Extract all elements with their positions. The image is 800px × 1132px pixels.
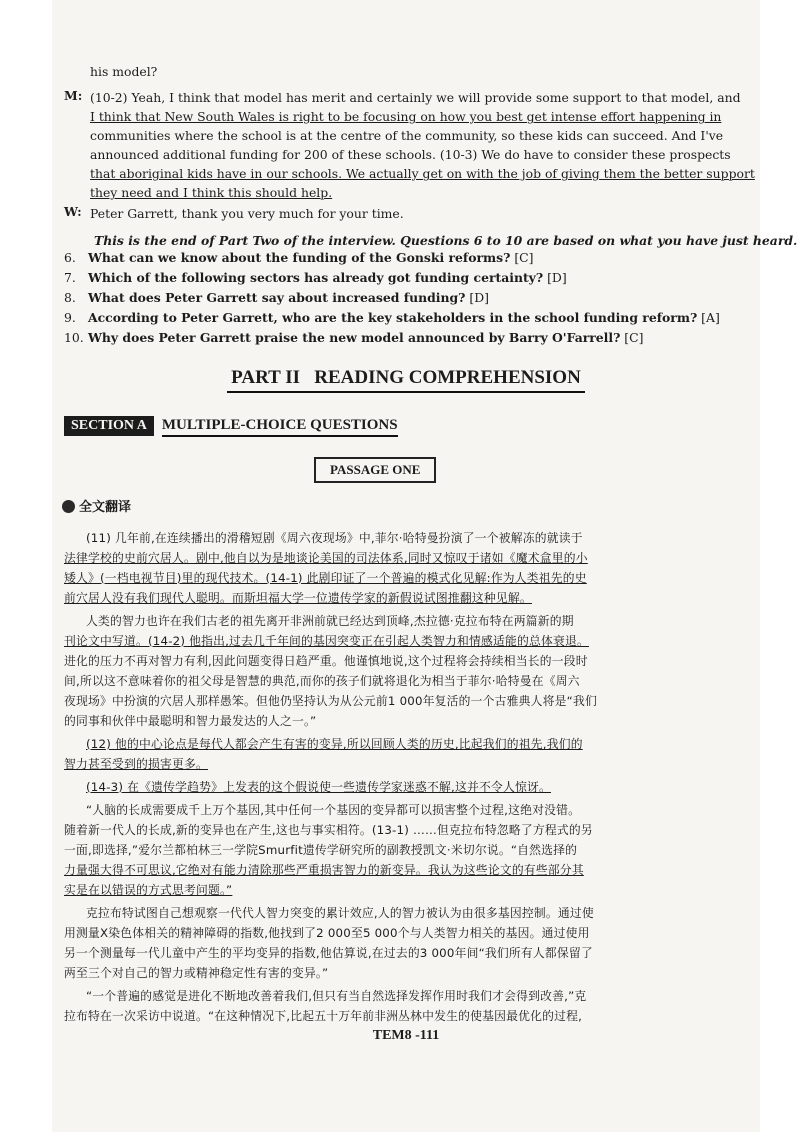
translation-line: 随着新一代人的长成,新的变异也在产生,这也与事实相符。(13-1) ……但克拉布特忽略了方程式的另	[64, 823, 593, 837]
translation-line: 力量强大得不可思议,它绝对有能力清除那些严重损害智力的新变异。我认为这些论文的有些部分其	[64, 863, 584, 877]
end-of-part-note: This is the end of Part Two of the interview. Questions 6 to 10 are based on what you have just heard.	[94, 233, 798, 248]
section-title: MULTIPLE-CHOICE QUESTIONS	[162, 417, 398, 437]
question-7	[64, 270, 567, 286]
question-text: According to Peter Garrett, who are the key stakeholders in the school funding reform?	[88, 310, 698, 325]
question-text: What can we know about the funding of the Gonski reforms?	[88, 250, 511, 265]
part-title: PART II READING COMPREHENSION	[52, 367, 760, 389]
question-answer: [C]	[624, 330, 644, 345]
passage-label: PASSAGE ONE	[314, 457, 436, 483]
translation-line: 夜现场》中扮演的穴居人那样愚笨。但他仍坚持认为从公元前1 000年复活的一个古雅典人将是“我们	[64, 694, 597, 708]
interview-m-line: that aboriginal kids have in our schools. We actually get on with the job of giving them the better support	[90, 166, 755, 181]
translation-line: 另一个测量每一代儿童中产生的平均变异的指数,他估算说,在过去的3 000年间“我们所有人都保留了	[64, 946, 593, 960]
translation-line: 矮人》(一档电视节目)里的现代技术。(14-1) 此剧印证了一个普遍的模式化见解:作为人类祖先的史	[64, 571, 587, 585]
question-answer: [D]	[547, 270, 567, 285]
translation-line: 间,所以这不意味着你的祖父母是智慧的典范,而你的孩子们就将退化为相当于菲尔·哈特曼在《周六	[64, 674, 580, 688]
question-answer: [A]	[701, 310, 720, 325]
question-8	[64, 290, 489, 306]
interview-m-line: communities where the school is at the centre of the community, so these kids can succeed. And I've	[90, 128, 724, 143]
question-answer: [C]	[514, 250, 534, 265]
question-number: 6.	[64, 250, 76, 265]
translation-line: (14-3) 在《遗传学趋势》上发表的这个假说使一些遗传学家迷惑不解,这并不令人惊讶。	[86, 780, 551, 794]
translation-line: (12) 他的中心论点是每代人都会产生有害的变异,所以回顾人类的历史,比起我们的祖先,我们的	[86, 737, 583, 751]
translation-line: 法律学校的史前穴居人。剧中,他自以为是地谈论美国的司法体系,同时又惊叹于诸如《魔术盒里的小	[64, 551, 588, 565]
translation-line: 的同事和伙伴中最聪明和智力最发达的人之一。”	[64, 714, 317, 728]
translation-line: 两至三个对自己的智力或精神稳定性有害的变异。”	[64, 966, 329, 980]
section-header	[64, 414, 398, 436]
speaker-m-label: M:	[64, 88, 83, 103]
translation-line-last: 拉布特在一次采访中说道。“在这种情况下,比起五十万年前非洲丛林中发生的使基因最优化的过程,	[64, 1009, 583, 1023]
interview-m-line: I think that New South Wales is right to be focusing on how you best get intense effort happening in	[90, 109, 722, 124]
translation-line: 刊论文中写道。(14-2) 他指出,过去几千年间的基因突变正在引起人类智力和情感适能的总体衰退。	[64, 634, 589, 648]
translation-line: 进化的压力不再对智力有利,因此问题变得日趋严重。他谨慎地说,这个过程将会持续相当长的一段时	[64, 654, 588, 668]
interview-w-line: Peter Garrett, thank you very much for your time.	[90, 206, 404, 221]
question-6	[64, 250, 534, 266]
question-answer: [D]	[469, 290, 489, 305]
interview-m-line: (10-2) Yeah, I think that model has merit and certainly we will provide some support to that model, and	[90, 90, 741, 105]
bullet-icon	[62, 500, 75, 513]
speaker-w-label: W:	[64, 204, 82, 219]
question-number: 8.	[64, 290, 76, 305]
exam-page	[52, 0, 798, 1132]
interview-m-line: announced additional funding for 200 of these schools. (10-3) We do have to consider these prospects	[90, 147, 731, 162]
section-label: SECTION A	[64, 416, 154, 436]
interview-continuation: his model?	[90, 64, 158, 79]
question-number: 7.	[64, 270, 76, 285]
translation-line: 实是在以错误的方式思考问题。”	[64, 883, 233, 897]
question-9	[64, 310, 720, 326]
translation-line: 前穴居人没有我们现代人聪明。而斯坦福大学一位遗传学家的新假说试图推翻这种见解。	[64, 591, 532, 605]
translation-line: “一个普遍的感觉是进化不断地改善着我们,但只有当自然选择发挥作用时我们才会得到改善,”克	[86, 989, 587, 1003]
question-10	[64, 330, 643, 346]
question-text: What does Peter Garrett say about increased funding?	[88, 290, 466, 305]
interview-m-line: they need and I think this should help.	[90, 185, 333, 200]
translation-line: 克拉布特试图自己想观察一代代人智力突变的累计效应,人的智力被认为由很多基因控制。通过使	[86, 906, 594, 920]
question-number: 10.	[64, 330, 84, 345]
translation-line: (11) 几年前,在连续播出的滑稽短剧《周六夜现场》中,菲尔·哈特曼扮演了一个被解冻的就读于	[86, 531, 583, 545]
translation-line: 人类的智力也许在我们古老的祖先离开非洲前就已经达到顶峰,杰拉德·克拉布特在两篇新的期	[86, 614, 574, 628]
translation-heading: 全文翻译	[62, 496, 131, 515]
translation-line: 一面,即选择,”爱尔兰都柏林三一学院Smurfit遗传学研究所的副教授凯文·米切尔说。“自然选择的	[64, 843, 578, 857]
translation-line: 智力甚至受到的损害更多。	[64, 757, 208, 771]
question-text: Which of the following sectors has already got funding certainty?	[88, 270, 544, 285]
question-number: 9.	[64, 310, 76, 325]
translation-line: “人脑的长成需要成千上万个基因,其中任何一个基因的变异都可以损害整个过程,这绝对没错。	[86, 803, 581, 817]
translation-line: 用测量X染色体相关的精神障碍的指数,他找到了2 000至5 000个与人类智力相关的基因。通过使用	[64, 926, 590, 940]
page-number: TEM8 -111	[372, 1028, 440, 1043]
question-text: Why does Peter Garrett praise the new model announced by Barry O'Farrell?	[88, 330, 621, 345]
